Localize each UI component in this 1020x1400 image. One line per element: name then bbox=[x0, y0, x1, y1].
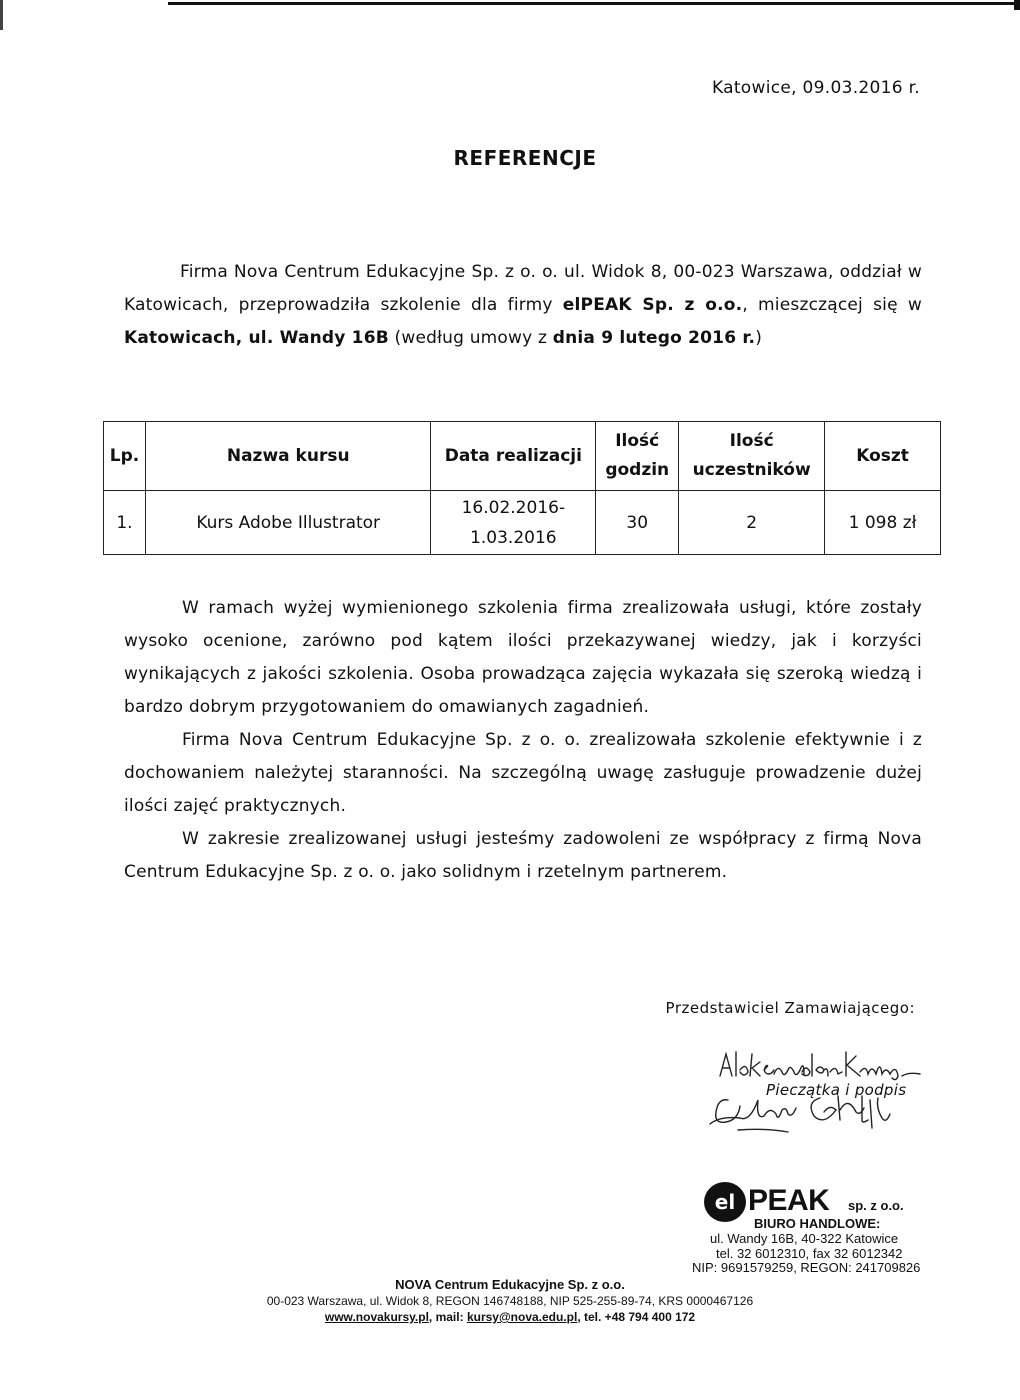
scan-edge-corner bbox=[1014, 0, 1020, 10]
footer-mail-label: , mail: bbox=[428, 1310, 467, 1324]
stamp-phone: tel. 32 6012310, fax 32 6012342 bbox=[716, 1246, 903, 1261]
header-participants-line1: Ilość bbox=[729, 431, 774, 451]
footer-address: 00-023 Warszawa, ul. Widok 8, REGON 146748188, NIP 525-255-89-74, KRS 0000467126 bbox=[266, 1294, 754, 1308]
header-hours-line1: Ilość bbox=[615, 431, 660, 451]
intro-text-4: ) bbox=[755, 328, 763, 348]
cell-participants: 2 bbox=[679, 491, 825, 555]
header-hours-line2: godzin bbox=[605, 460, 670, 480]
courses-table bbox=[103, 421, 941, 555]
cell-date-end: 1.03.2016 bbox=[470, 527, 557, 548]
header-participants-line2: uczestników bbox=[692, 460, 811, 480]
intro-contract-date: dnia 9 lutego 2016 r. bbox=[552, 328, 756, 348]
elpeak-logo-icon: el bbox=[704, 1182, 746, 1222]
stamp-signature-label: Pieczątka i podpis bbox=[766, 1081, 907, 1099]
place-date: Katowice, 09.03.2016 r. bbox=[711, 78, 920, 98]
header-lp: Lp. bbox=[104, 422, 146, 491]
representative-label: Przedstawiciel Zamawiającego: bbox=[665, 999, 915, 1017]
cell-course-name: Kurs Adobe Illustrator bbox=[145, 491, 430, 555]
body-paragraph-3: W zakresie zrealizowanej usługi jesteśmy zadowoleni ze współpracy z firmą Nova Centrum Edukacyjne Sp. z o. o. jako solidnym i rzetelnym partnerem. bbox=[124, 829, 922, 882]
stamp-brand: PEAK bbox=[748, 1184, 830, 1217]
intro-client-address: Katowicach, ul. Wandy 16B bbox=[124, 328, 389, 348]
footer-contact bbox=[0, 1309, 1020, 1325]
company-stamp bbox=[692, 1182, 958, 1277]
body-paragraph-2: Firma Nova Centrum Edukacyjne Sp. z o. o. zrealizowała szkolenie efektywnie i z dochowaniem należytej staranności. Na szczególną uwagę zasługuje prowadzenie dużej ilości zajęć praktycznych. bbox=[124, 730, 922, 816]
cell-date-start: 16.02.2016- bbox=[461, 497, 566, 518]
cell-lp: 1. bbox=[104, 491, 146, 555]
table-header-row bbox=[104, 422, 941, 491]
header-participants bbox=[679, 422, 825, 491]
scan-edge-left bbox=[0, 0, 3, 30]
cell-date bbox=[431, 491, 596, 555]
intro-paragraph bbox=[124, 256, 922, 355]
stamp-ids: NIP: 9691579259, REGON: 241709826 bbox=[692, 1260, 921, 1275]
intro-client-name: elPEAK Sp. z o.o. bbox=[562, 295, 743, 315]
intro-text-2: , mieszczącej się w bbox=[742, 295, 922, 315]
letterhead-footer bbox=[0, 1277, 1020, 1325]
scan-edge-top bbox=[168, 2, 1020, 5]
intro-text-1: Firma Nova Centrum Edukacyjne Sp. z o. o. ul. Widok 8, 00-023 Warszawa, oddział w Katowicach, przeprowadziła szkolenie dla firmy bbox=[124, 262, 922, 315]
document-title bbox=[0, 146, 1020, 170]
footer-company: NOVA Centrum Edukacyjne Sp. z o.o. bbox=[395, 1277, 625, 1292]
document-title-text: REFERENCJE bbox=[453, 146, 597, 170]
stamp-office: BIURO HANDLOWE: bbox=[754, 1216, 881, 1231]
body-text bbox=[124, 592, 922, 889]
stamp-company-form: sp. z o.o. bbox=[848, 1198, 904, 1213]
body-paragraph-1: W ramach wyżej wymienionego szkolenia firma zrealizowała usługi, które zostały wysoko ocenione, zarówno pod kątem ilości przekazywanej wiedzy, jak i korzyści wynikających z jakości szkolenia. Osoba prowadząca zajęcia wykazała się szeroką wiedzą i bardzo dobrym przygotowaniem do omawianych zagadnień. bbox=[124, 598, 922, 717]
cell-cost: 1 098 zł bbox=[825, 491, 941, 555]
stamp-address: ul. Wandy 16B, 40-322 Katowice bbox=[710, 1231, 899, 1246]
footer-website-link[interactable]: www.novakursy.pl bbox=[324, 1310, 429, 1324]
header-date: Data realizacji bbox=[431, 422, 596, 491]
header-course-name: Nazwa kursu bbox=[145, 422, 430, 491]
footer-email-link[interactable]: kursy@nova.edu.pl bbox=[466, 1310, 578, 1324]
cell-hours: 30 bbox=[596, 491, 679, 555]
table-row bbox=[104, 491, 941, 555]
header-cost: Koszt bbox=[825, 422, 941, 491]
footer-phone: , tel. +48 794 400 172 bbox=[577, 1310, 696, 1324]
intro-text-3: (według umowy z bbox=[388, 328, 553, 348]
header-hours bbox=[596, 422, 679, 491]
